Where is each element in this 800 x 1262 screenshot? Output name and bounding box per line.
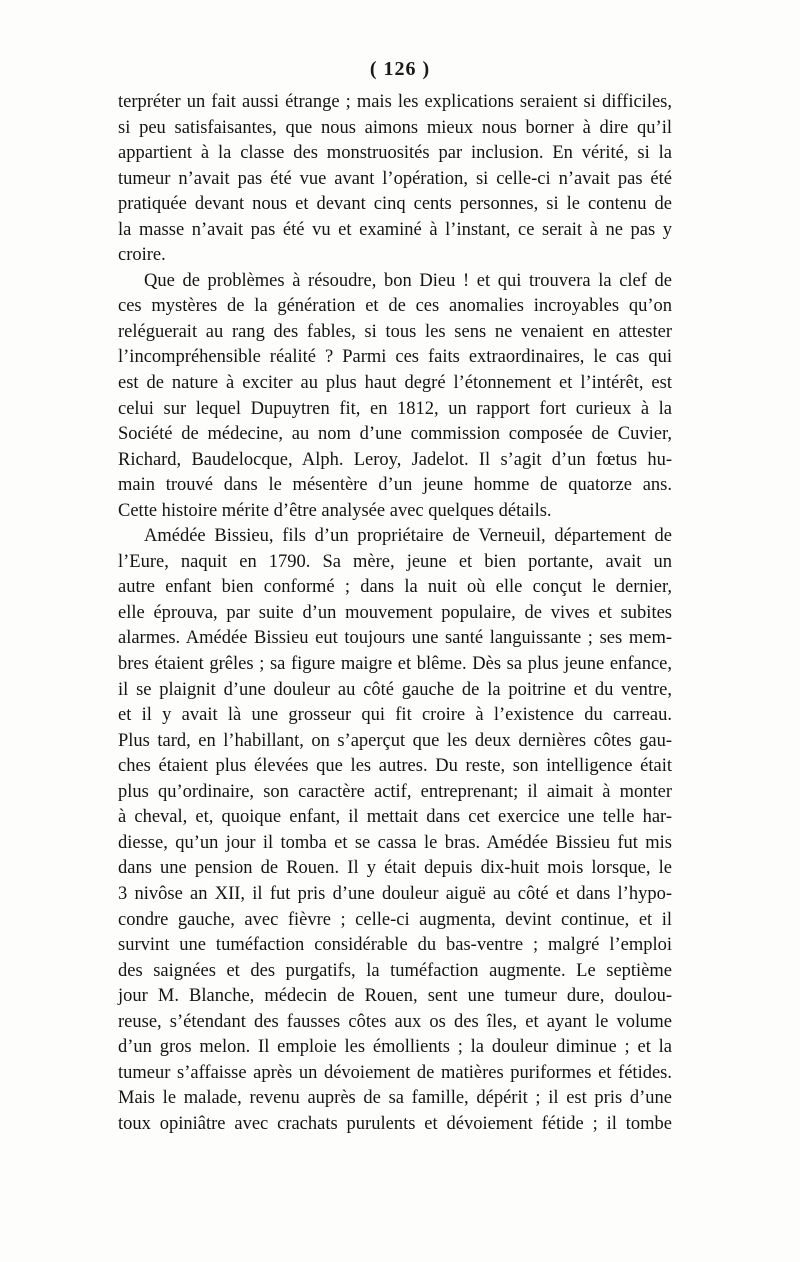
text-line: appartient à la classe des monstruosités par inclusion. En vérité, si la [118,143,672,164]
text-line: plus qu’ordinaire, son caractère actif, entreprenant; il aimait à monter [118,781,672,802]
text-line: ches étaient plus élevées que les autres. Du reste, son intelligence était [118,756,672,777]
text-line: autre enfant bien conformé ; dans la nuit où elle conçut le dernier, [118,577,672,598]
text-line: reuse, s’étendant des fausses côtes aux os des îles, et ayant le volume [118,1011,672,1032]
text-line: est de nature à exciter au plus haut degré l’étonnement et l’intérêt, est [118,373,672,394]
text-line: tumeur s’affaisse après un dévoiement de matières puriformes et fétides. [118,1062,672,1083]
text-line: Richard, Baudelocque, Alph. Leroy, Jadelot. Il s’agit d’un fœtus hu- [118,449,672,470]
text-line: croire. [118,245,166,266]
text-line: si peu satisfaisantes, que nous aimons mieux nous borner à dire qu’il [118,117,672,138]
text-line: Plus tard, en l’habillant, on s’aperçut que les deux dernières côtes gau- [118,730,672,751]
text-line: la masse n’avait pas été vu et examiné à l’instant, ce serait à ne pas y [118,219,672,240]
text-line: condre gauche, avec fièvre ; celle-ci augmenta, devint continue, et il [118,909,672,930]
text-line: celui sur lequel Dupuytren fit, en 1812, un rapport fort curieux à la [118,398,672,419]
text-line: et il y avait là une grosseur qui fit croire à l’existence du carreau. [118,705,672,726]
text-line: Que de problèmes à résoudre, bon Dieu ! et qui trouvera la clef de [144,270,672,291]
text-line: survint une tuméfaction considérable du bas-ventre ; malgré l’emploi [118,935,672,956]
text-line: il se plaignit d’une douleur au côté gauche de la poitrine et du ventre, [118,679,672,700]
text-line: tumeur n’avait pas été vue avant l’opération, si celle-ci n’avait pas été [118,168,672,189]
text-line: Société de médecine, au nom d’une commission composée de Cuvier, [118,424,672,445]
text-line: 3 nivôse an XII, il fut pris d’une douleur aiguë au côté et dans l’hypo- [118,883,672,904]
text-line: pratiquée devant nous et devant cinq cents personnes, si le contenu de [118,194,672,215]
text-line: main trouvé dans le mésentère d’un jeune homme de quatorze ans. [118,475,672,496]
text-line: diesse, qu’un jour il tomba et se cassa le bras. Amédée Bissieu fut mis [118,832,672,853]
body-text [118,90,672,1137]
text-line: des saignées et des purgatifs, la tuméfaction augmente. Le septième [118,960,672,981]
page-number: ( 126 ) [369,58,431,80]
text-line: l’incompréhensible réalité ? Parmi ces faits extraordinaires, le cas qui [118,347,672,368]
text-line: elle éprouva, par suite d’un mouvement populaire, de vives et subites [118,602,672,623]
text-line: Mais le malade, revenu auprès de sa famille, dépérit ; il est pris d’une [118,1088,672,1109]
text-line: jour M. Blanche, médecin de Rouen, sent une tumeur dure, doulou- [118,986,672,1007]
text-line: dans une pension de Rouen. Il y était depuis dix-huit mois lorsque, le [118,858,672,879]
text-line: bres étaient grêles ; sa figure maigre et blême. Dès sa plus jeune enfance, [118,654,672,675]
text-line: d’un gros melon. Il emploie les émollients ; la douleur diminue ; et la [118,1037,672,1058]
text-line: ces mystères de la génération et de ces anomalies incroyables qu’on [118,296,672,317]
text-line: Cette histoire mérite d’être analysée avec quelques détails. [118,500,552,521]
text-line: alarmes. Amédée Bissieu eut toujours une santé languissante ; ses mem- [118,628,672,649]
text-line: toux opiniâtre avec crachats purulents et dévoiement fétide ; il tombe [118,1113,672,1134]
text-line: à cheval, et, quoique enfant, il mettait dans cet exercice une telle har- [118,807,672,828]
text-line: Amédée Bissieu, fils d’un propriétaire de Verneuil, département de [144,526,672,547]
text-line: l’Eure, naquit en 1790. Sa mère, jeune et bien portante, avait un [118,551,672,572]
text-line: terpréter un fait aussi étrange ; mais les explications seraient si difficiles, [118,92,672,112]
text-line: reléguerait au rang des fables, si tous les sens ne venaient en attester [118,321,672,342]
